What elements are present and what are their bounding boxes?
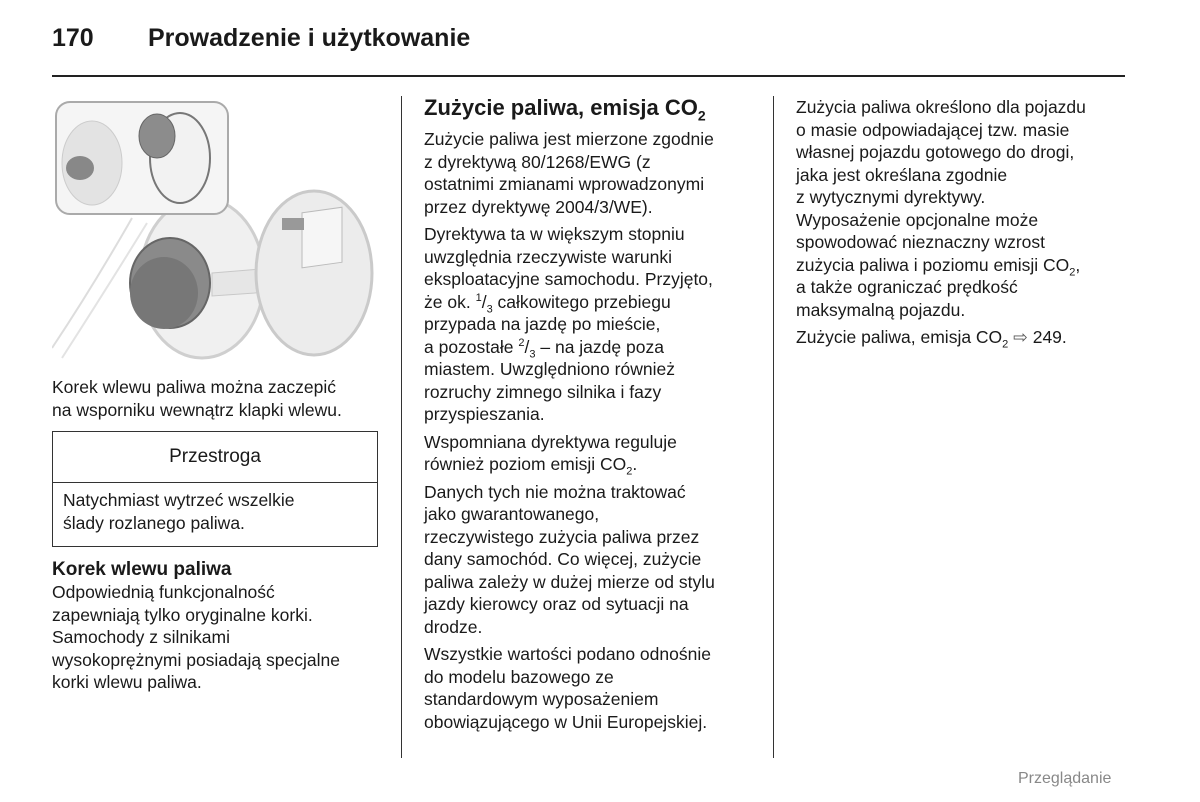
text: rozruchy zimnego silnika i fazy [424, 381, 662, 402]
text: Wszystkie wartości podano odnośnie [424, 644, 711, 664]
text: Wspomniana dyrektywa reguluje [424, 431, 677, 452]
superscript: 2 [518, 336, 525, 349]
text: jaka jest określana zgodnie [796, 164, 1008, 185]
text: / [524, 336, 530, 357]
text-line [424, 616, 764, 639]
text-line [796, 299, 1136, 322]
column-1 [52, 376, 382, 421]
column-3 [796, 96, 1136, 354]
text-line: Samochody z silnikami [52, 627, 230, 647]
text: – na jazdę poza [535, 336, 664, 357]
text: paliwa zależy w dużej mierze od stylu [424, 571, 715, 592]
paragraph [796, 326, 1136, 349]
text-line [424, 268, 764, 291]
text-line [424, 403, 764, 426]
column-divider [401, 96, 402, 758]
text: , [1075, 254, 1081, 275]
text-line: zapewniają tylko oryginalne korki. [52, 604, 313, 625]
text: dany samochód. Co więcej, zużycie [424, 549, 702, 569]
warning-box [52, 431, 378, 547]
text-line [424, 246, 764, 269]
text-line [424, 381, 764, 404]
text-line [796, 186, 1136, 209]
text-line [796, 96, 1136, 119]
text: przyspieszania. [424, 404, 545, 424]
section-heading: Korek wlewu paliwa [52, 559, 232, 580]
text-line [424, 453, 764, 476]
text-line: na wsporniku wewnątrz klapki wlewu. [52, 399, 342, 420]
text-line: Korek wlewu paliwa można zaczepić [52, 377, 337, 397]
text: Zużycie paliwa, emisja CO [796, 327, 1003, 347]
text: z wytycznymi dyrektywy. [796, 187, 986, 207]
text-line [424, 358, 764, 381]
text-line: korki wlewu paliwa. [52, 672, 202, 692]
text-line [424, 666, 764, 689]
text-line: wysokoprężnymi posiadają specjalne [52, 649, 340, 670]
text-line [796, 119, 1136, 142]
fuel-cap-illustration-icon [52, 98, 378, 362]
text: jazdy kierowcy oraz od sytuacji na [424, 594, 689, 614]
text-line [796, 254, 1136, 277]
text: standardowym wyposażeniem [424, 689, 659, 709]
page-number: 170 [52, 24, 94, 52]
text: przypada na jazdę po mieście, [424, 314, 661, 334]
text: 249. [1027, 327, 1067, 347]
text: o masie odpowiadającej tzw. masie [796, 119, 1070, 140]
superscript: 1 [475, 291, 482, 304]
text: uwzględnia rzeczywiste warunki [424, 246, 673, 267]
paragraph [424, 431, 764, 476]
page-reference-arrow-icon: ⇨ [1013, 327, 1028, 347]
text-line [796, 231, 1136, 254]
text: Wyposażenie opcjonalne może [796, 209, 1039, 230]
text: a także ograniczać prędkość [796, 277, 1018, 297]
page-title: Prowadzenie i użytkowanie [148, 24, 471, 52]
paragraph [424, 481, 764, 639]
text-line [796, 164, 1136, 187]
subscript: 2 [1002, 338, 1009, 351]
text-line [424, 336, 764, 359]
text-line [424, 481, 764, 504]
text: maksymalną pojazdu. [796, 299, 966, 320]
text-line [424, 593, 764, 616]
text: z dyrektywą 80/1268/EWG (z [424, 151, 651, 172]
text: również poziom emisji CO [424, 454, 627, 474]
text: zużycia paliwa i poziomu emisji CO [796, 254, 1070, 275]
text: Dyrektywa ta w większym stopniu [424, 224, 685, 244]
section-fuel-cap [52, 559, 382, 694]
text: Danych tych nie można traktować [424, 481, 686, 502]
subscript: 2 [626, 465, 633, 478]
text-line [424, 173, 764, 196]
warning-title: Przestroga [53, 432, 377, 483]
header-rule [52, 75, 1125, 77]
text-line [424, 526, 764, 549]
text: ostatnimi zmianami wprowadzonymi [424, 174, 705, 194]
text: przez dyrektywę 2004/3/WE). [424, 196, 653, 217]
text: że ok. [424, 291, 476, 312]
text-line [424, 688, 764, 711]
text-line [424, 151, 764, 174]
subscript: 2 [1069, 266, 1076, 278]
text-line: Odpowiednią funkcjonalność [52, 582, 275, 602]
footer-label: Przeglądanie [1018, 770, 1112, 787]
heading-subscript: 2 [697, 107, 706, 124]
text-line [796, 326, 1136, 349]
section-heading [424, 94, 764, 122]
text-line [424, 196, 764, 219]
text: do modelu bazowego ze [424, 666, 614, 687]
text-line: Natychmiast wytrzeć wszelkie [63, 490, 295, 510]
text-line [424, 503, 764, 526]
text: eksploatacyjne samochodu. Przyjęto, [424, 269, 713, 289]
subscript: 3 [486, 303, 493, 315]
text-line [796, 141, 1136, 164]
heading-text: Zużycie paliwa, emisja CO [424, 95, 698, 120]
text: jako gwarantowanego, [424, 504, 600, 524]
text: Zużycia paliwa określono dla pojazdu [796, 97, 1086, 117]
text-line [424, 313, 764, 336]
paragraph [796, 96, 1136, 321]
paragraph [424, 128, 764, 218]
text-line [424, 643, 764, 666]
text: Zużycie paliwa jest mierzone zgodnie [424, 129, 714, 149]
text-line [424, 711, 764, 734]
text-line [424, 223, 764, 246]
text-line [424, 128, 764, 151]
paragraph [424, 643, 764, 733]
text-line [424, 431, 764, 454]
paragraph [424, 223, 764, 426]
text-line [424, 291, 764, 314]
text-line [796, 276, 1136, 299]
text: spowodować nieznaczny wzrost [796, 232, 1046, 252]
text: drodze. [424, 616, 483, 637]
column-divider [773, 96, 774, 758]
text-line [424, 548, 764, 571]
text: a pozostałe [424, 336, 519, 357]
text: . [632, 454, 638, 474]
text-line: ślady rozlanego paliwa. [63, 512, 245, 533]
subscript: 3 [529, 348, 536, 360]
text: / [481, 291, 487, 312]
text: obowiązującego w Unii Europejskiej. [424, 711, 708, 732]
text: własnej pojazdu gotowego do drogi, [796, 142, 1075, 162]
column-2 [424, 94, 764, 738]
text-line [796, 209, 1136, 232]
text: całkowitego przebiegu [492, 291, 671, 312]
text-line [424, 571, 764, 594]
text: rzeczywistego zużycia paliwa przez [424, 526, 700, 547]
text: miastem. Uwzględniono również [424, 359, 675, 379]
